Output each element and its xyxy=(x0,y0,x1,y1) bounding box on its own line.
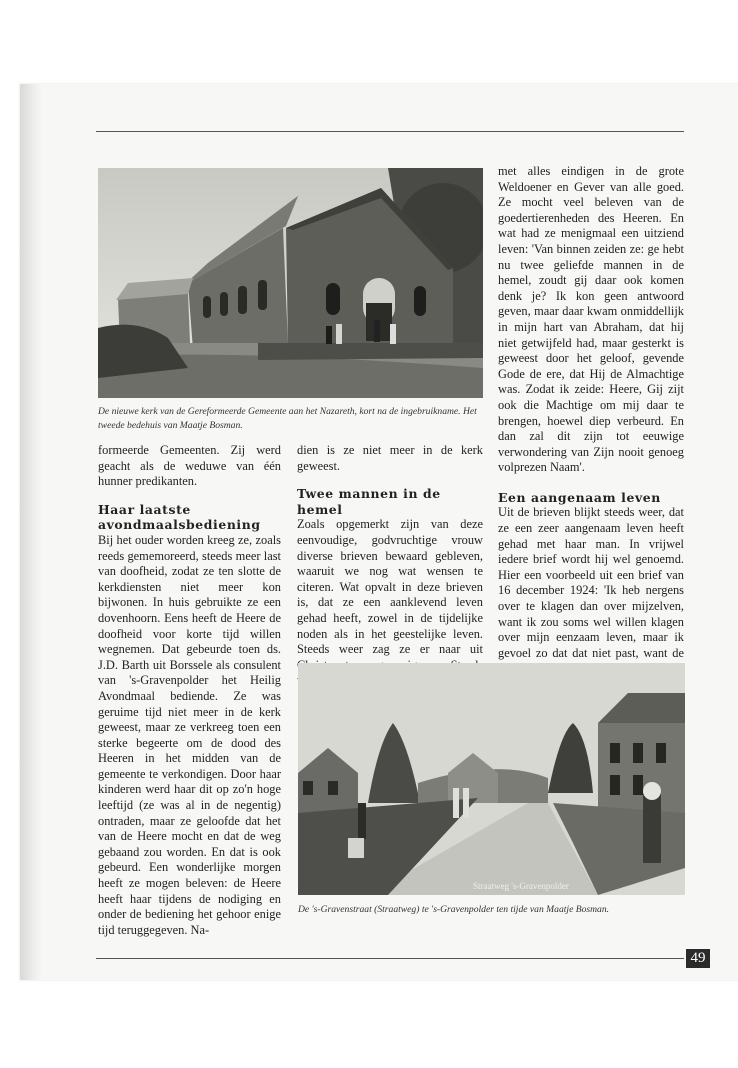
column-left-intro: formeerde Gemeenten. Zij werd geacht als de weduwe van één hunner predikanten. xyxy=(98,443,281,489)
column-right-body-2: Uit de brieven blijkt steeds weer, dat ze een zeer aangenaam leven heeft gehad met haar man. In vrijwel iedere brief wordt hij wel genoemd. Hier een voorbeeld uit een brief van 16 december 1924: 'Ik heb nergens over te klagen dan over mijzelven, want ik zou soms wel willen klagen over mijn eenzaam leven, maar ik gevoel zo dat dat niet past, want de xyxy=(498,505,684,660)
column-middle xyxy=(297,443,483,689)
column-middle-intro: dien is ze niet meer in de kerk geweest. xyxy=(297,443,483,473)
street-photo-sign: Straatweg 's-Gravenpolder xyxy=(473,881,569,891)
street-illustration xyxy=(298,663,685,895)
church-photo-caption: De nieuwe kerk van de Gereformeerde Gemeente aan het Nazareth, kort na de ingebruikname. Het tweede bedehuis van Maatje Bosman. xyxy=(98,406,477,431)
bottom-rule xyxy=(96,958,684,959)
heading-aangenaam-leven: Een aangenaam leven xyxy=(498,489,661,505)
column-left xyxy=(98,443,281,938)
page-number: 49 xyxy=(686,949,710,968)
heading-twee-mannen: Twee mannen in de hemel xyxy=(297,486,441,517)
church-photo xyxy=(98,168,483,398)
column-right-body: met alles eindigen in de grote Weldoener en Gever van alle goed. Ze mocht veel beleven van de goedertierenheden des Heeren. En wat had ze menigmaal een uitziend leven: 'Van binnen zeiden ze: ge hebt nu twee geliefde mannen in de hemel, zoudt gij daar ook komen denk je? Ik kon geen antwoord geven, maar daar kwam onmiddellijk in mijn hart van Abraham, dat hij niet getwijfeld had, maar gesterkt is geweest door het geloof, gevende Gode de ere, dat Hij de Almachtige was. Zodat ik zeide: Heere, Gij zijt ook die Machtige om mij daar te brengen, hoewel diep verbeurd. En dan zal dit zijn tot eeuwige verwondering van Zijn nooit genoeg volprezen Naam'. xyxy=(498,164,684,475)
street-photo xyxy=(298,663,685,895)
heading-avondmaal: Haar laatste avondmaalsbediening xyxy=(98,501,261,533)
column-middle-body: Zoals opgemerkt zijn van deze eenvoudige, godvruchtige vrouw diverse brieven bewaard gebleven, waaruit we nog wat wensen te citeren. Wat opvalt in deze brieven is, dat ze een aanklevend leven gehad heeft, zowel in de tijdelijke noden als in het geestelijke leven. Steeds weer zag ze er naar uit xyxy=(297,517,483,657)
column-left-body: Bij het ouder worden kreeg ze, zoals reeds gememoreerd, steeds meer last van doofheid, zodat ze ten slotte de kerkdiensten niet meer kon bijwonen. In huis gebruikte ze een dovenhoorn. Eens heeft de Heere de doofheid voor korte tijd willen wegnemen. Dat gebeurde toen ds. J.D. Barth uit Borssele als consulent van 's-Gravenpolder het Heilig Avondmaal bediende. Ze was geruime tijd niet meer in de kerk geweest, maar ze verkreeg toen een sterke begeerte om de dood des Heeren in het midden van de gemeente te verkondigen. Door haar kinderen werd haar dit op zo'n hoge leeftijd (ze was al in de negentig) ontraden, maar ze geloofde dat het van de Heere mocht en dat de weg gebaand zou worden. En dat is ook gebeurd. Een wonderlijke morgen heeft ze mogen beleven: de Heere heeft haar tijdens de nodiging en onder de bediening het gehoor enige tijd teruggegeven. Na- xyxy=(98,532,281,937)
page-gutter xyxy=(20,84,42,980)
column-right xyxy=(498,164,684,677)
top-rule xyxy=(96,131,684,132)
street-photo-caption: De 's-Gravenstraat (Straatweg) te 's-Gravenpolder ten tijde van Maatje Bosman. xyxy=(298,904,610,915)
church-illustration xyxy=(98,168,483,398)
